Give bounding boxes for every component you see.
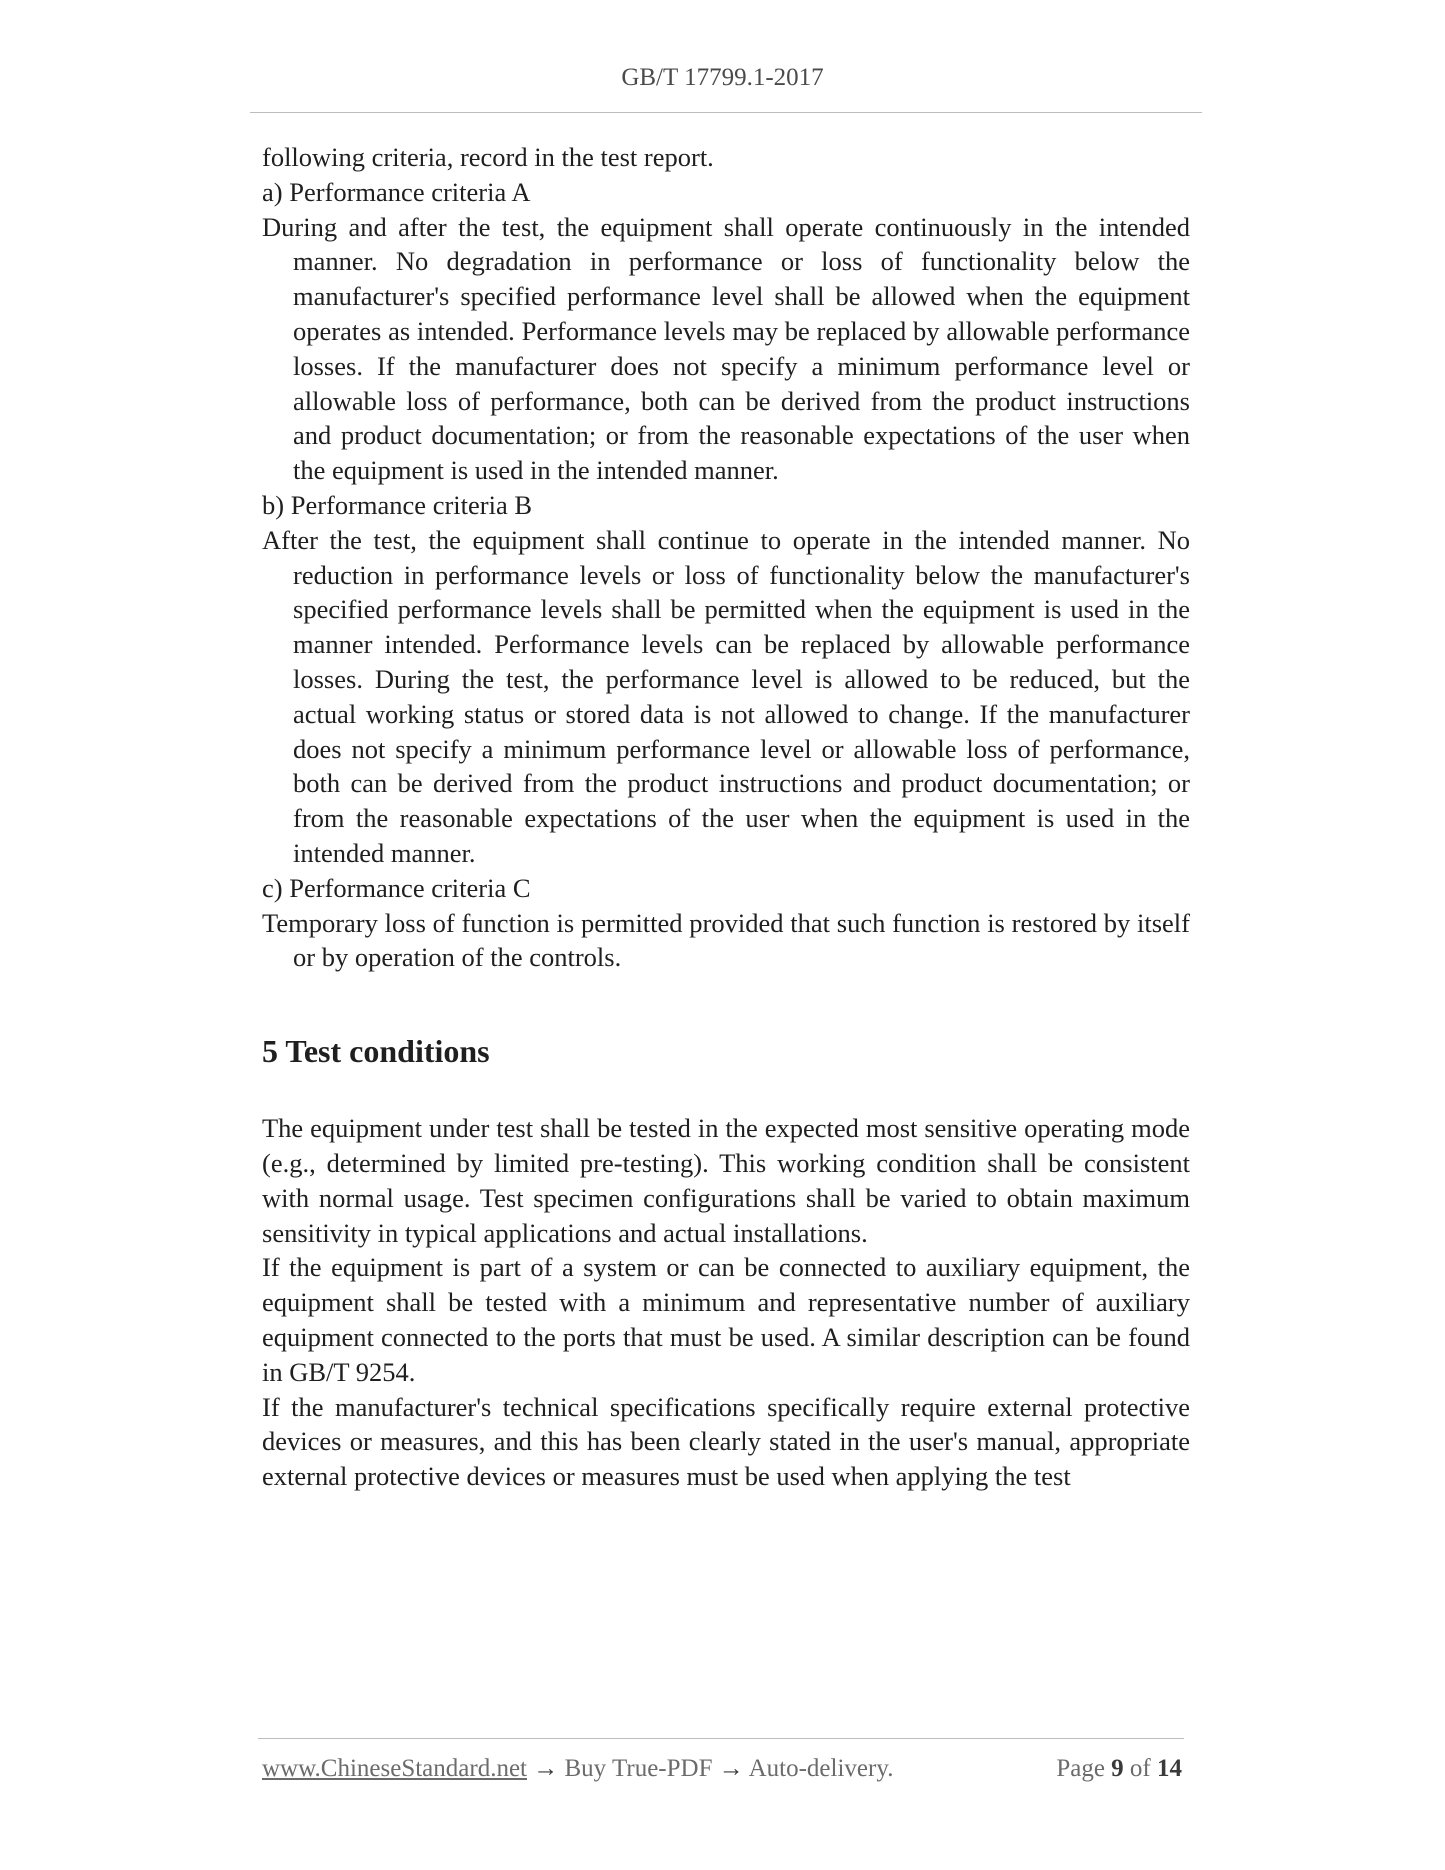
section-heading: 5 Test conditions <box>262 1033 490 1070</box>
test-conditions-paragraph-1: The equipment under test shall be tested in the expected most sensitive operating mode (e.g., determined by limited pre-testing). This working condition shall be consistent with normal usage. Test specimen configurations shall be varied to obtain maximum sensitivity in typical applications and actual installations. <box>262 1113 1190 1248</box>
document-code: GB/T 17799.1-2017 <box>621 64 824 91</box>
criteria-b-text: After the test, the equipment shall continue to operate in the intended manner. No reduction in performance levels or loss of functionality below the manufacturer's specified performance levels shall be permitted when the equipment is used in the manner intended. Performance levels can be replaced by allowable performance losses. During the test, the performance level is allowed to be reduced, but the actual working status or stored data is not allowed to change. If the manufacturer does not specify a minimum performance level or allowable loss of performance, both can be derived from the product instructions and product documentation; or from the reasonable expectations of the user when the equipment is used in the intended manner. <box>262 524 1190 868</box>
page-indicator <box>1056 1755 1182 1783</box>
footer-promo <box>262 1755 893 1783</box>
total-pages: 14 <box>1157 1755 1182 1782</box>
footer-divider <box>258 1738 1184 1739</box>
document-header <box>0 64 1445 92</box>
criteria-a-text: During and after the test, the equipment shall operate continuously in the intended manner. No degradation in performance or loss of functionality below the manufacturer's specified performance level shall be allowed when the equipment operates as intended. Performance levels may be replaced by allowable performance losses. If the manufacturer does not specify a minimum performance level or allowable loss of performance, both can be derived from the product instructions and product documentation; or from the reasonable expectations of the user when the equipment is used in the intended manner. <box>262 211 1190 486</box>
header-divider <box>250 112 1202 113</box>
buy-pdf-text: Buy True-PDF <box>564 1755 713 1782</box>
criteria-c-text: Temporary loss of function is permitted provided that such function is restored by itself or by operation of the controls. <box>262 907 1190 973</box>
page-body <box>262 140 1190 1494</box>
intro-paragraph: following criteria, record in the test report. <box>262 142 714 172</box>
page-word: Page <box>1056 1755 1105 1782</box>
auto-delivery-text: Auto-delivery. <box>748 1755 894 1782</box>
website-link[interactable]: www.ChineseStandard.net <box>262 1755 527 1782</box>
criteria-a-label: a) Performance criteria A <box>262 176 531 207</box>
arrow-right-icon: → <box>718 1755 744 1782</box>
page-number: 9 <box>1111 1755 1124 1782</box>
arrow-right-icon: → <box>533 1755 559 1782</box>
test-conditions-paragraph-2: If the equipment is part of a system or can be connected to auxiliary equipment, the equipment shall be tested with a minimum and representative number of auxiliary equipment connected to the ports that must be used. A similar description can be found in GB/T 9254. <box>262 1252 1190 1387</box>
of-word: of <box>1129 1755 1151 1782</box>
criteria-b-label: b) Performance criteria B <box>262 489 533 520</box>
test-conditions-paragraph-3: If the manufacturer's technical specifications specifically require external protective devices or measures, and this has been clearly stated in the user's manual, appropriate external protective devices or measures must be used when applying the test <box>262 1391 1190 1492</box>
criteria-c-label: c) Performance criteria C <box>262 872 531 903</box>
